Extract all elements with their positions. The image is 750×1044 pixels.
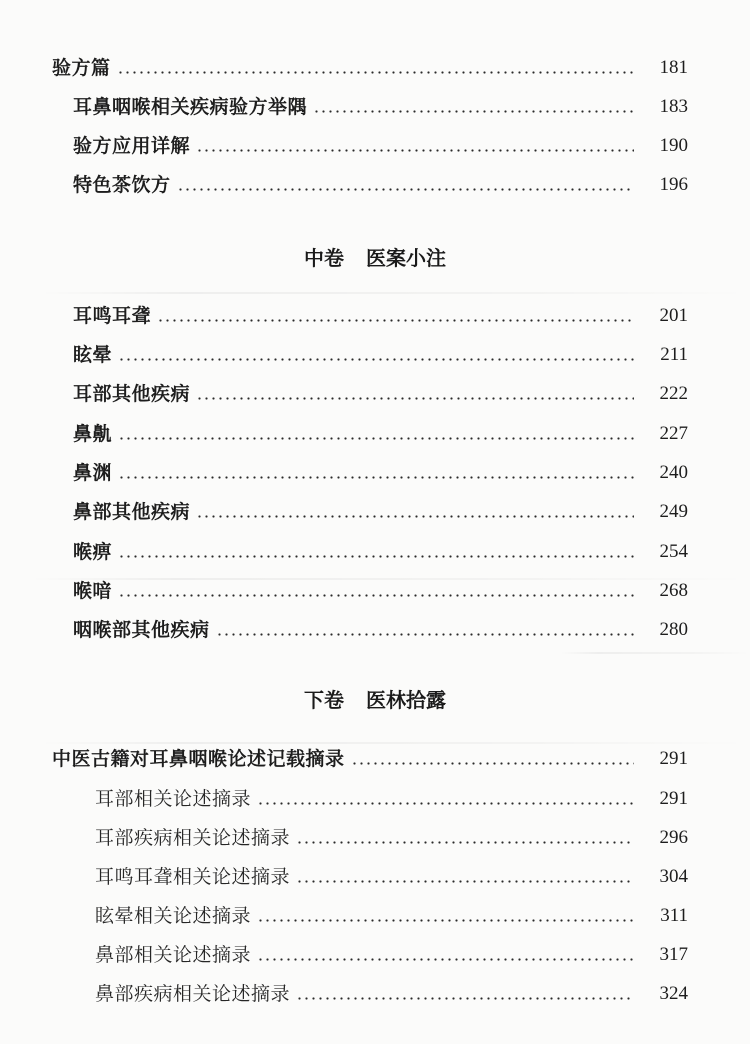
toc-entry-page: 181 [659,57,688,78]
volume-heading [0,686,750,714]
toc-entry-page: 190 [659,135,688,156]
toc-entry[interactable] [52,52,688,80]
toc-entry[interactable] [95,783,688,811]
volume-title: 医林拾露 [366,688,446,712]
toc-entry-page: 240 [659,462,688,483]
toc-entry-page: 254 [659,541,688,562]
toc-entry[interactable] [73,169,688,197]
toc-entry-title: 耳鼻咽喉相关疾病验方举隅 [73,96,308,118]
toc-entry[interactable] [73,496,688,524]
toc-entry-title: 中医古籍对耳鼻咽喉论述记载摘录 [52,748,345,770]
toc-entry[interactable] [73,130,688,158]
toc-leader-dots [118,555,634,558]
toc-leader-dots [118,358,634,361]
toc-entry-page: 291 [659,748,688,769]
toc-entry-title: 眩晕 [73,344,113,366]
toc-entry-title: 验方篇 [52,57,111,79]
toc-leader-dots [296,841,634,844]
toc-leader-dots [118,594,634,597]
toc-leader-dots [177,188,634,191]
toc-entry[interactable] [73,457,688,485]
toc-entry[interactable] [73,418,688,446]
toc-entry-page: 317 [659,944,688,965]
toc-entry[interactable] [95,939,688,967]
toc-entry-page: 304 [659,866,688,887]
toc-entry-title: 鼻部相关论述摘录 [95,944,252,966]
toc-entry-title: 喉痹 [73,541,113,563]
volume-title: 医案小注 [366,246,446,270]
toc-entry[interactable] [73,575,688,603]
toc-entry[interactable] [73,339,688,367]
toc-entry-page: 291 [659,788,688,809]
toc-entry[interactable] [73,300,688,328]
toc-leader-dots [216,633,634,636]
toc-entry[interactable] [73,378,688,406]
toc-entry-title: 验方应用详解 [73,135,191,157]
toc-entry-title: 耳鸣耳聋 [73,305,152,327]
toc-entry-title: 咽喉部其他疾病 [73,619,210,641]
toc-entry-title: 鼻部其他疾病 [73,501,191,523]
toc-entry-title: 鼻鼽 [73,423,113,445]
toc-leader-dots [196,149,634,152]
paper-bleed-line [40,292,750,294]
paper-bleed-line [560,652,750,654]
toc-entry-title: 耳部相关论述摘录 [95,788,252,810]
toc-leader-dots [196,397,634,400]
toc-entry-page: 324 [659,983,688,1004]
toc-leader-dots [118,476,634,479]
volume-heading [0,244,750,272]
toc-entry[interactable] [73,614,688,642]
toc-entry[interactable] [95,900,688,928]
toc-entry-page: 196 [659,174,688,195]
toc-leader-dots [157,319,634,322]
toc-entry-page: 211 [660,344,688,365]
toc-entry-page: 227 [659,423,688,444]
toc-entry[interactable] [73,536,688,564]
toc-leader-dots [117,71,634,74]
volume-name: 下卷 [304,688,344,712]
toc-leader-dots [257,919,634,922]
toc-entry-page: 311 [660,905,688,926]
toc-entry-title: 眩晕相关论述摘录 [95,905,252,927]
toc-leader-dots [296,880,634,883]
toc-entry-page: 183 [659,96,688,117]
toc-leader-dots [196,515,634,518]
toc-leader-dots [313,110,634,113]
toc-entry[interactable] [73,91,688,119]
toc-entry[interactable] [95,822,688,850]
toc-leader-dots [118,437,634,440]
toc-leader-dots [257,958,634,961]
toc-entry-page: 296 [659,827,688,848]
toc-entry-page: 280 [659,619,688,640]
toc-leader-dots [351,762,634,765]
toc-entry-title: 耳部疾病相关论述摘录 [95,827,291,849]
toc-entry-title: 特色茶饮方 [73,174,171,196]
toc-entry-page: 249 [659,501,688,522]
toc-entry-title: 鼻渊 [73,462,113,484]
toc-entry-title: 鼻部疾病相关论述摘录 [95,983,291,1005]
volume-name: 中卷 [304,246,344,270]
toc-entry-page: 222 [659,383,688,404]
toc-entry[interactable] [95,861,688,889]
toc-entry-title: 耳部其他疾病 [73,383,191,405]
toc-entry-title: 喉喑 [73,580,113,602]
toc-entry[interactable] [52,743,688,771]
toc-entry-title: 耳鸣耳聋相关论述摘录 [95,866,291,888]
toc-leader-dots [257,802,634,805]
toc-entry[interactable] [95,978,688,1006]
toc-entry-page: 201 [659,305,688,326]
toc-leader-dots [296,997,634,1000]
toc-entry-page: 268 [659,580,688,601]
